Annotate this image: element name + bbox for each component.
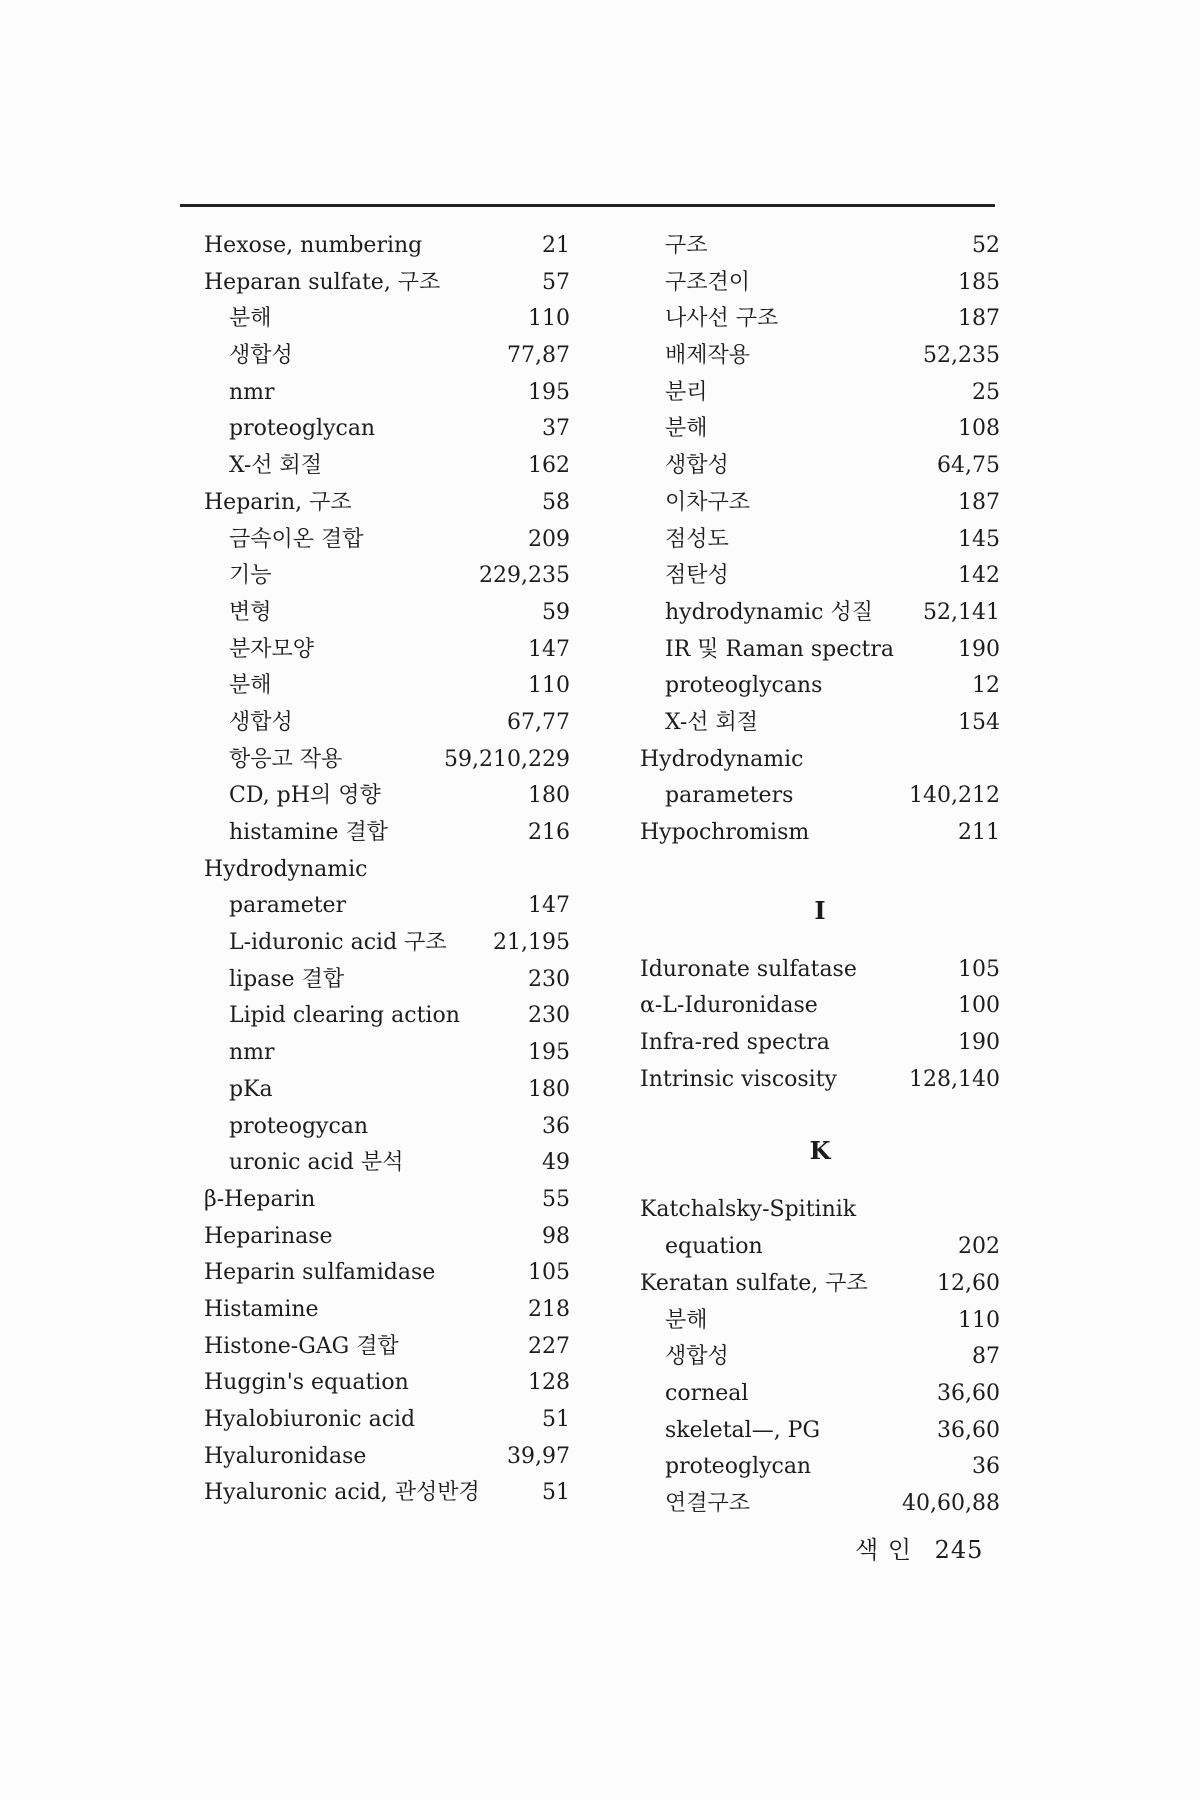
index-entry [640, 952, 1000, 989]
index-entry [640, 485, 1000, 522]
index-entry [204, 632, 570, 669]
entry-pages: 185 [958, 269, 1000, 295]
entry-term: 이차구조 [665, 489, 751, 515]
index-entry [204, 411, 570, 448]
entry-term: hydrodynamic 성질 [665, 599, 873, 625]
entry-term: Heparin sulfamidase [204, 1260, 436, 1286]
entry-term: 분리 [665, 379, 708, 405]
index-entry [204, 485, 570, 522]
entry-term: 점성도 [665, 526, 729, 552]
entry-pages: 190 [958, 636, 1000, 662]
index-entry [640, 705, 1000, 742]
index-entry [640, 1449, 1000, 1486]
entry-pages: 195 [528, 379, 570, 405]
entry-pages: 55 [542, 1186, 570, 1212]
entry-pages: 67,77 [507, 709, 570, 735]
entry-term: equation [665, 1234, 763, 1260]
entry-term: 분해 [229, 306, 272, 332]
index-entry [640, 558, 1000, 595]
entry-pages: 37 [542, 416, 570, 442]
entry-pages: 110 [958, 1307, 1000, 1333]
entry-pages: 105 [958, 956, 1000, 982]
index-entry [640, 632, 1000, 669]
entry-term: proteoglycan [665, 1454, 812, 1480]
entry-pages: 162 [528, 453, 570, 479]
entry-term: proteoglycan [229, 416, 376, 442]
entry-pages: 140,212 [909, 783, 1000, 809]
entry-term: CD, pH의 영향 [229, 783, 381, 809]
index-column-right [640, 228, 1000, 1523]
entry-pages: 230 [528, 966, 570, 992]
index-entry [204, 375, 570, 412]
entry-term: 연결구조 [665, 1490, 751, 1516]
index-entry [204, 1292, 570, 1329]
entry-pages: 52 [972, 233, 1000, 258]
entry-pages: 147 [528, 636, 570, 662]
entry-pages: 36,60 [937, 1380, 1000, 1406]
entry-pages: 57 [542, 269, 570, 295]
entry-pages: 52,235 [923, 343, 1000, 369]
entry-pages: 209 [528, 526, 570, 552]
entry-pages: 145 [958, 526, 1000, 552]
footer-label: 색 인 [855, 1536, 912, 1564]
entry-pages: 187 [958, 306, 1000, 332]
entry-term: 분해 [665, 416, 708, 442]
index-entry [204, 522, 570, 559]
page-number: 245 [934, 1536, 984, 1564]
entry-term: proteogycan [229, 1113, 369, 1139]
entry-term: 분자모양 [229, 636, 315, 662]
index-entry [204, 228, 570, 265]
entry-term: 금속이온 결합 [229, 526, 364, 552]
entry-pages: 12 [972, 673, 1000, 699]
entry-pages: 58 [542, 489, 570, 515]
entry-pages: 180 [528, 1076, 570, 1102]
entry-pages: 216 [528, 820, 570, 845]
index-entry [204, 1475, 570, 1512]
entry-term: Hyaluronic acid, 관성반경 [204, 1480, 480, 1506]
entry-pages: 51 [542, 1407, 570, 1432]
page-footer [855, 1530, 983, 1565]
entry-term: nmr [229, 379, 275, 405]
entry-term: IR 및 Raman spectra [665, 636, 895, 662]
top-rule [180, 204, 995, 207]
entry-term: Iduronate sulfatase [640, 956, 857, 982]
entry-term: histamine 결합 [229, 820, 389, 845]
entry-term: X-선 회절 [229, 453, 323, 479]
entry-term: Heparan sulfate, 구조 [204, 269, 441, 295]
index-entry [640, 228, 1000, 265]
index-entry [640, 778, 1000, 815]
entry-pages: 154 [958, 709, 1000, 735]
entry-term: Histamine [204, 1296, 319, 1322]
entry-term: Heparin, 구조 [204, 489, 352, 515]
entry-term: Hexose, numbering [204, 233, 423, 258]
index-entry [204, 815, 570, 852]
index-entry [204, 742, 570, 779]
index-entry [640, 1376, 1000, 1413]
index-entry [204, 1072, 570, 1109]
index-entry [204, 925, 570, 962]
entry-term: 점탄성 [665, 563, 729, 589]
index-entry [204, 778, 570, 815]
index-entry [204, 595, 570, 632]
index-entry [204, 1439, 570, 1476]
entry-term: 기능 [229, 563, 272, 589]
entry-pages: 187 [958, 489, 1000, 515]
section-letter-i: I [814, 895, 826, 925]
entry-term: 항응고 작용 [229, 746, 343, 772]
index-entry [640, 411, 1000, 448]
index-entry [204, 962, 570, 999]
index-entry [640, 1192, 1000, 1229]
entry-term: Katchalsky-Spitinik [640, 1197, 857, 1223]
entry-term: Hydrodynamic [204, 856, 368, 882]
entry-term: Hyaluronidase [204, 1443, 367, 1469]
entry-term: 생합성 [229, 343, 293, 369]
entry-pages: 195 [528, 1040, 570, 1066]
entry-term: 생합성 [665, 453, 729, 479]
index-entry [204, 1402, 570, 1439]
entry-term: Infra-red spectra [640, 1030, 830, 1056]
index-entry [204, 668, 570, 705]
entry-term: 생합성 [229, 709, 293, 735]
index-entry [640, 1266, 1000, 1303]
entry-term: 변형 [229, 599, 272, 625]
index-entry [204, 301, 570, 338]
entry-term: corneal [665, 1380, 749, 1406]
entry-pages: 128,140 [909, 1066, 1000, 1092]
entry-term: parameter [229, 893, 347, 919]
index-entry [204, 1329, 570, 1366]
entry-term: 분해 [665, 1307, 708, 1333]
index-entry [204, 998, 570, 1035]
entry-pages: 77,87 [507, 343, 570, 369]
entry-term: Lipid clearing action [229, 1003, 460, 1029]
entry-term: pKa [229, 1076, 273, 1102]
index-entry [640, 595, 1000, 632]
index-entry [204, 1182, 570, 1219]
index-entry [204, 888, 570, 925]
index-column-left [204, 228, 570, 1512]
index-entry [204, 1255, 570, 1292]
entry-pages: 180 [528, 783, 570, 809]
index-entry [640, 375, 1000, 412]
k-entries [640, 1192, 1000, 1522]
entry-term: proteoglycans [665, 673, 823, 699]
entry-pages: 108 [958, 416, 1000, 442]
entry-pages: 218 [528, 1296, 570, 1322]
entry-pages: 36 [542, 1113, 570, 1139]
entry-pages: 12,60 [937, 1270, 1000, 1296]
entry-pages: 87 [972, 1344, 1000, 1370]
entry-pages: 110 [528, 306, 570, 332]
entry-pages: 36,60 [937, 1417, 1000, 1443]
index-entry [204, 1109, 570, 1146]
entry-term: Hydrodynamic [640, 746, 804, 772]
index-entry [640, 668, 1000, 705]
entry-pages: 202 [958, 1234, 1000, 1260]
entry-pages: 227 [528, 1333, 570, 1359]
index-entry [204, 1365, 570, 1402]
entry-pages: 52,141 [923, 599, 1000, 625]
entry-term: 구조 [665, 233, 708, 258]
index-entry [640, 265, 1000, 302]
entry-pages: 211 [958, 820, 1000, 845]
index-entry [640, 1303, 1000, 1340]
entry-pages: 40,60,88 [902, 1490, 1000, 1516]
entry-pages: 110 [528, 673, 570, 699]
entry-pages: 147 [528, 893, 570, 919]
index-entry [640, 815, 1000, 852]
entry-pages: 49 [542, 1150, 570, 1176]
entry-pages: 128 [528, 1370, 570, 1396]
index-entry [204, 852, 570, 889]
entry-term: Keratan sulfate, 구조 [640, 1270, 868, 1296]
entry-term: α-L-Iduronidase [640, 993, 818, 1019]
entry-term: L-iduronic acid 구조 [229, 930, 447, 956]
entry-pages: 59 [542, 599, 570, 625]
entry-pages: 142 [958, 563, 1000, 589]
entry-term: 나사선 구조 [665, 306, 779, 332]
entry-pages: 230 [528, 1003, 570, 1029]
index-entry [640, 1486, 1000, 1523]
index-entry [640, 301, 1000, 338]
entry-term: 분해 [229, 673, 272, 699]
entry-term: 구조견이 [665, 269, 751, 295]
entry-pages: 105 [528, 1260, 570, 1286]
index-entry [204, 1145, 570, 1182]
index-entry [204, 558, 570, 595]
entry-pages: 51 [542, 1480, 570, 1506]
entry-term: Huggin's equation [204, 1370, 409, 1396]
entry-pages: 21 [542, 233, 570, 258]
entry-term: skeletal—, PG [665, 1417, 821, 1443]
entry-pages: 100 [958, 993, 1000, 1019]
entry-term: β-Heparin [204, 1186, 316, 1212]
entry-term: Hypochromism [640, 820, 810, 845]
index-entry [640, 1413, 1000, 1450]
entry-pages: 229,235 [479, 563, 570, 589]
entry-term: Heparinase [204, 1223, 333, 1249]
index-entry [204, 265, 570, 302]
entry-pages: 59,210,229 [444, 746, 570, 772]
index-entry [204, 705, 570, 742]
index-entry [640, 1025, 1000, 1062]
index-entry [640, 338, 1000, 375]
entry-term: X-선 회절 [665, 709, 759, 735]
entry-term: lipase 결합 [229, 966, 345, 992]
index-entry [640, 448, 1000, 485]
entry-pages: 190 [958, 1030, 1000, 1056]
entry-term: uronic acid 분석 [229, 1150, 404, 1176]
entry-term: parameters [665, 783, 794, 809]
i-entries [640, 952, 1000, 1099]
h-entries-continued [640, 228, 1000, 852]
index-entry [204, 1219, 570, 1256]
entry-term: 생합성 [665, 1344, 729, 1370]
index-entry [204, 1035, 570, 1072]
index-entry [640, 1229, 1000, 1266]
entry-pages: 36 [972, 1454, 1000, 1480]
entry-term: Histone-GAG 결합 [204, 1333, 399, 1359]
entry-pages: 21,195 [493, 930, 570, 956]
entry-term: Intrinsic viscosity [640, 1066, 837, 1092]
index-entry [640, 522, 1000, 559]
index-entry [640, 1062, 1000, 1099]
entry-pages: 64,75 [937, 453, 1000, 479]
index-entry [204, 338, 570, 375]
index-entry [640, 742, 1000, 779]
index-entry [640, 988, 1000, 1025]
entry-term: 배제작용 [665, 343, 751, 369]
entry-pages: 98 [542, 1223, 570, 1249]
index-entry [204, 448, 570, 485]
entry-term: Hyalobiuronic acid [204, 1407, 416, 1432]
entry-term: nmr [229, 1040, 275, 1066]
entry-pages: 39,97 [507, 1443, 570, 1469]
entry-pages: 25 [972, 379, 1000, 405]
section-letter-k: K [809, 1136, 831, 1166]
index-entry [640, 1339, 1000, 1376]
